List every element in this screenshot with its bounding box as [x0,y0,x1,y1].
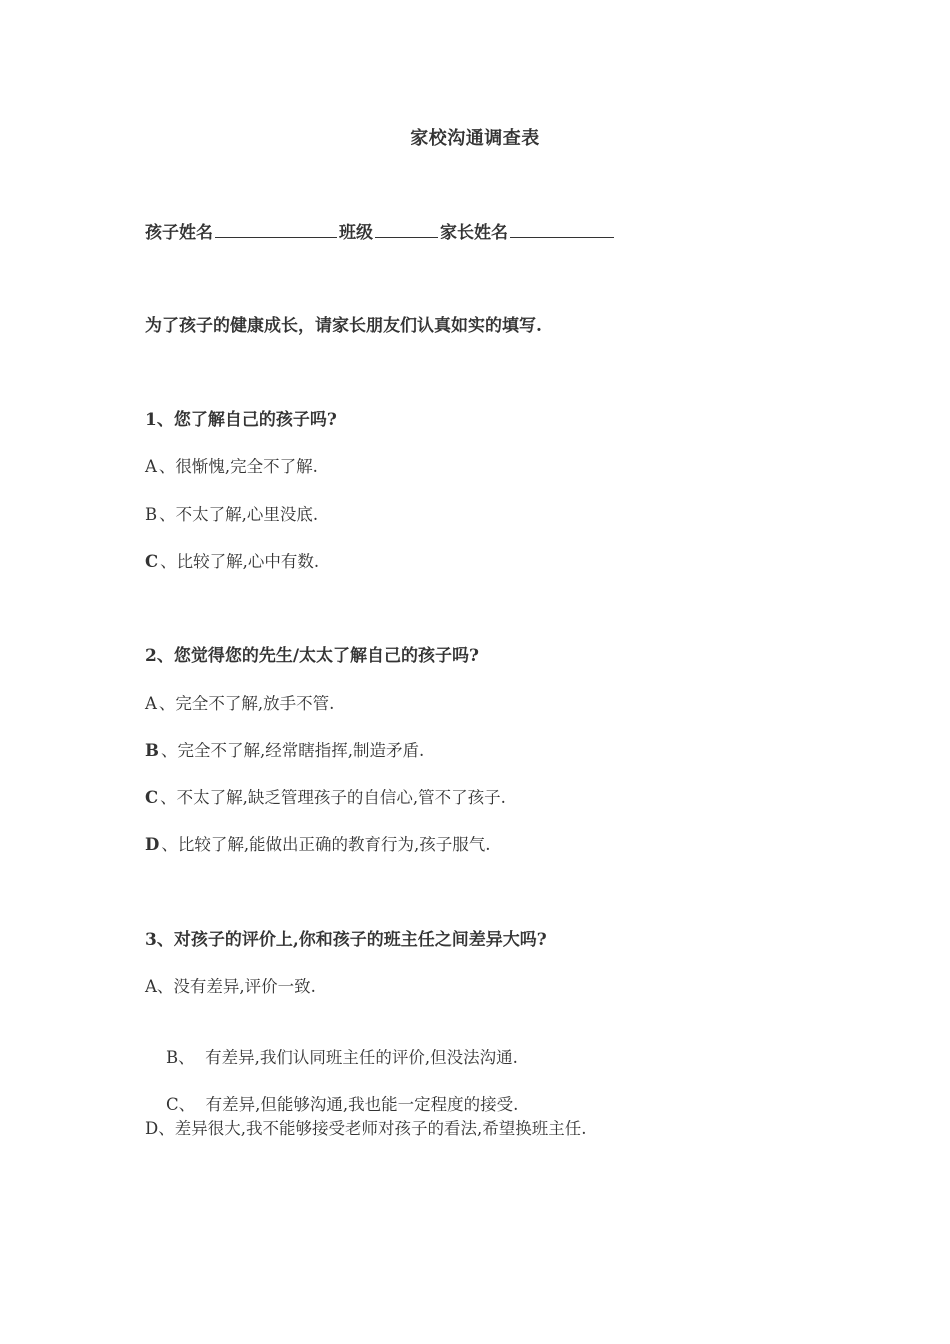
option-text: 、不太了解,心里没底. [159,505,319,524]
option-letter: C [145,788,159,807]
question-2-option-a[interactable] [145,692,334,716]
option-letter: C [165,1095,179,1114]
question-2-option-c[interactable] [145,786,506,810]
option-text: 、 有差异,我们认同班主任的评价,但没法沟通. [178,1048,518,1067]
parent-name-blank[interactable] [510,219,614,238]
child-name-label: 孩子姓名 [145,223,213,243]
question-2-option-b[interactable] [145,739,424,763]
child-name-blank[interactable] [215,219,337,238]
question-1: 1、您了解自己的孩子吗? [145,410,337,430]
option-letter: C [145,552,159,571]
option-text: 、完全不了解,放手不管. [158,694,335,713]
option-letter: A [145,694,157,713]
class-label: 班级 [339,223,373,243]
class-blank[interactable] [375,219,438,238]
option-text: 、比较了解,能做出正确的教育行为,孩子服气. [161,835,491,854]
option-letter: D [145,835,160,854]
question-1-option-a[interactable] [145,455,318,479]
option-text: 、 有差异,但能够沟通,我也能一定程度的接受. [178,1095,519,1114]
page-title: 家校沟通调查表 [410,128,540,149]
question-2-option-d[interactable] [145,833,491,857]
option-letter: A [145,977,157,996]
option-text: 、比较了解,心中有数. [160,552,320,571]
question-3-option-d[interactable] [145,1117,586,1141]
question-1-option-c[interactable] [145,550,319,574]
option-text: 、没有差异,评价一致. [156,977,316,996]
question-3: 3、对孩子的评价上,你和孩子的班主任之间差异大吗? [145,930,547,950]
question-1-option-b[interactable] [145,503,318,527]
parent-name-label: 家长姓名 [440,223,508,243]
question-2: 2、您觉得您的先生/太太了解自己的孩子吗? [145,646,479,666]
option-text: 、不太了解,缺乏管理孩子的自信心,管不了孩子. [160,788,506,807]
option-text: 、很惭愧,完全不了解. [158,457,318,476]
option-text: 、差异很大,我不能够接受老师对孩子的看法,希望换班主任. [158,1119,587,1138]
option-letter: B [165,1048,179,1067]
option-letter: B [145,741,159,760]
option-letter: D [145,1119,159,1138]
option-letter: A [145,457,157,476]
option-text: 、完全不了解,经常瞎指挥,制造矛盾. [160,741,425,760]
question-3-option-a[interactable] [145,975,316,999]
option-letter: B [145,505,158,524]
info-fields-row [145,219,616,245]
intro-text: 为了孩子的健康成长，请家长朋友们认真如实的填写. [145,316,542,336]
